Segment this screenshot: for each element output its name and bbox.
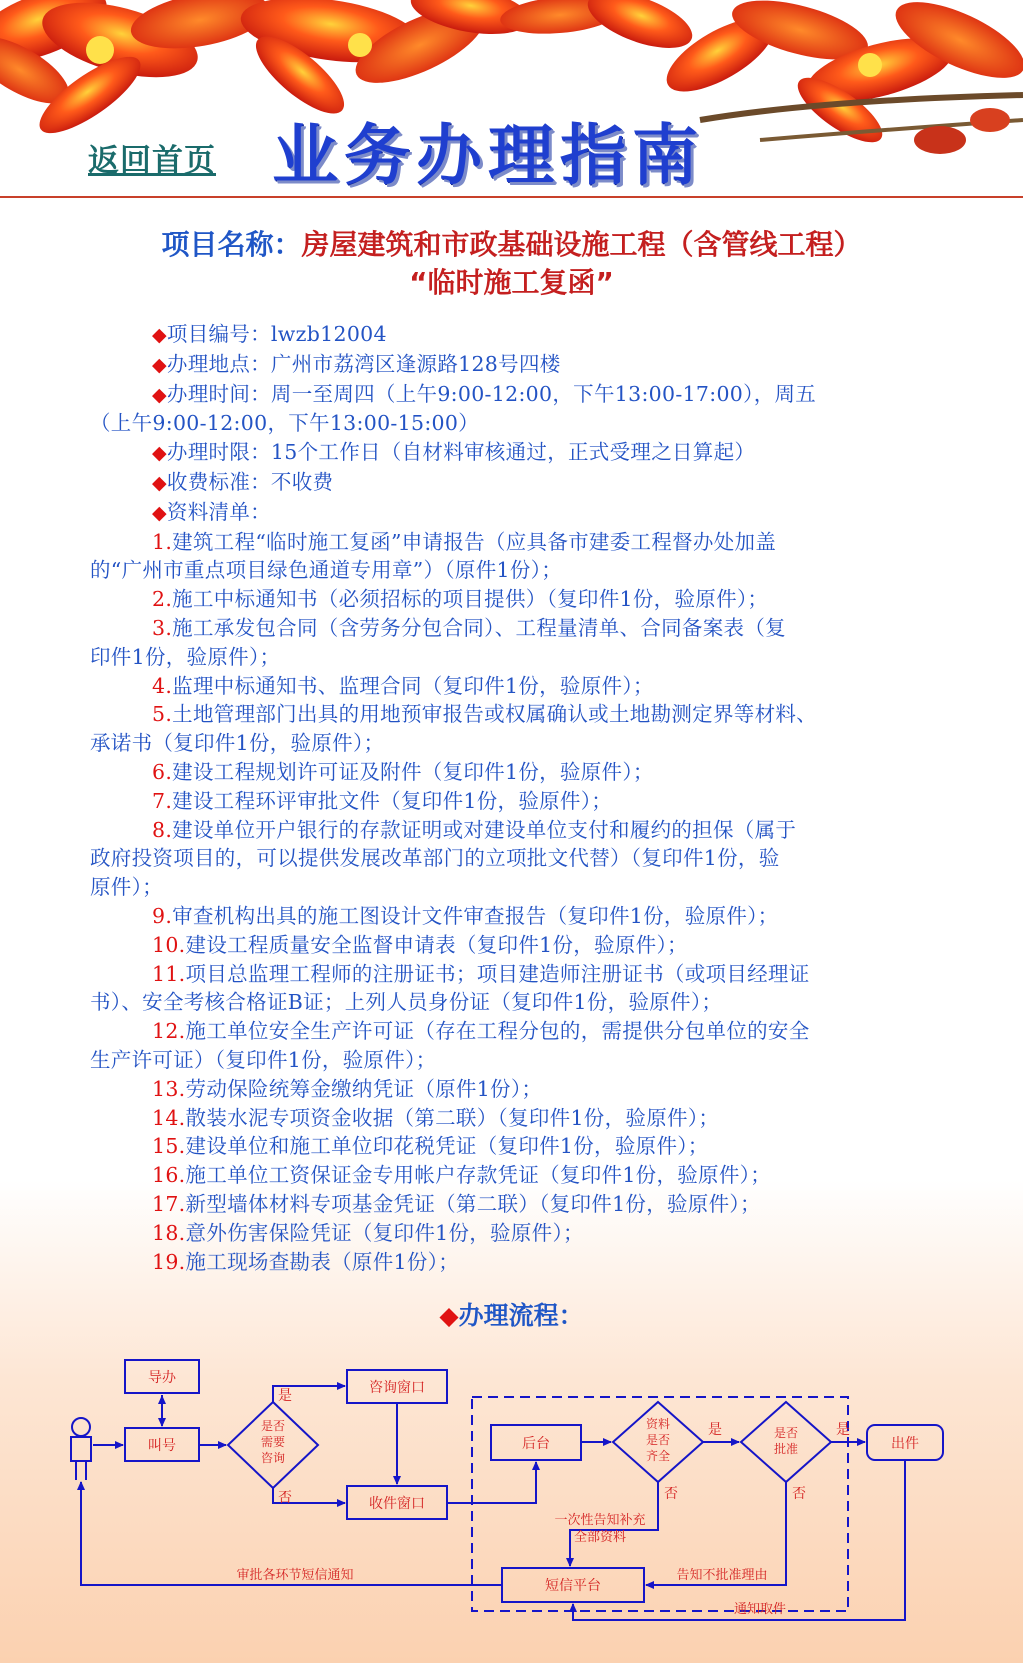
page-title: 业务办理指南	[272, 116, 704, 194]
material-item-text: 施工承发包合同（含劳务分包合同）、工程量清单、合同备案表（复	[172, 615, 786, 640]
material-item-text: 施工中标通知书（必须招标的项目提供）（复印件1份，验原件）；	[172, 587, 769, 612]
material-item-line	[90, 1219, 970, 1248]
notify-pickup-label: 通知取件	[733, 1602, 787, 1617]
info-location: ◆办理地点：广州市荔湾区逢源路128号四楼	[152, 351, 561, 376]
material-item-text: 施工现场查勘表（原件1份）；	[185, 1249, 460, 1274]
material-item-line	[90, 643, 970, 672]
no-label-complete: 否	[664, 1486, 678, 1502]
yes-label-approve: 是	[836, 1422, 850, 1438]
material-item-line	[90, 528, 970, 557]
material-item-number: 14.	[152, 1105, 186, 1130]
bullet-diamond-icon: ◆	[152, 442, 167, 465]
material-item-number: 2.	[152, 587, 173, 612]
notify-supplement-line2: 全部资料	[573, 1530, 627, 1545]
material-item-text: 施工单位工资保证金专用帐户存款凭证（复印件1份，验原件）；	[185, 1163, 772, 1188]
process-flowchart	[0, 1330, 1023, 1650]
material-item-line	[90, 729, 970, 758]
no-label-approve: 否	[792, 1486, 806, 1502]
backend-label: 后台	[522, 1436, 550, 1452]
decision-complete-line1: 资料	[645, 1417, 671, 1431]
material-item-text: 建设工程质量安全监督申请表（复印件1份，验原件）；	[185, 932, 688, 957]
material-item-line	[90, 844, 970, 873]
info-code: ◆项目编号：lwzb12004	[152, 322, 387, 346]
material-item-text: 审查机构出具的施工图设计文件审查报告（复印件1份，验原件）；	[172, 903, 779, 928]
material-item-number: 9.	[152, 903, 173, 928]
material-item-number: 7.	[152, 788, 173, 813]
bullet-diamond-icon: ◆	[152, 353, 167, 376]
bullet-diamond-icon: ◆	[152, 471, 167, 494]
material-item-line	[90, 700, 970, 729]
yes-label-consult: 是	[278, 1388, 292, 1404]
material-item-line	[90, 1075, 970, 1104]
notify-reject-label: 告知不批准理由	[676, 1568, 768, 1583]
decision-approve-line2: 批准	[773, 1442, 799, 1456]
info-fee: ◆收费标准：不收费	[152, 469, 334, 494]
sms-notify-label: 审批各环节短信通知	[236, 1568, 354, 1583]
material-item-number: 16.	[152, 1163, 186, 1188]
guide-label: 导办	[148, 1370, 176, 1386]
notify-supplement-line1: 一次性告知补充	[554, 1513, 646, 1528]
material-item-line	[90, 614, 970, 643]
material-item-line	[90, 787, 970, 816]
guide-info	[90, 320, 970, 1276]
material-item-line	[90, 960, 970, 989]
material-item-number: 10.	[152, 932, 186, 957]
info-hours-cont: （上午9:00-12:00，下午13:00-15:00）	[90, 411, 480, 436]
material-item-text: 散装水泥专项资金收据（第二联）（复印件1份，验原件）；	[185, 1105, 720, 1130]
material-item-text: 承诺书（复印件1份，验原件）；	[90, 731, 385, 756]
decision-complete-line3: 齐全	[645, 1449, 671, 1463]
material-item-line	[90, 1248, 970, 1277]
material-item-text: 建设单位开户银行的存款证明或对建设单位支付和履约的担保（属于	[172, 817, 797, 842]
sms-platform-label: 短信平台	[545, 1578, 601, 1594]
material-item-number: 5.	[152, 702, 173, 727]
applicant-person-icon	[71, 1418, 91, 1480]
material-item-line	[90, 1161, 970, 1190]
material-item-line	[90, 556, 970, 585]
info-materials-label: ◆资料清单：	[152, 499, 271, 524]
materials-list	[90, 528, 970, 1277]
decision-consult-line1: 是否	[260, 1419, 286, 1433]
project-title	[0, 226, 1023, 302]
output-label: 出件	[891, 1436, 919, 1452]
material-item-text: 意外伤害保险凭证（复印件1份，验原件）；	[185, 1220, 584, 1245]
material-item-text: 政府投资项目的，可以提供发展改革部门的立项批文代替）（复印件1份，验	[90, 846, 780, 871]
decision-complete-line2: 是否	[645, 1433, 671, 1447]
material-item-text: 新型墙体材料专项基金凭证（第二联）（复印件1份，验原件）；	[185, 1191, 761, 1216]
material-item-number: 13.	[152, 1076, 186, 1101]
material-item-line	[90, 873, 970, 902]
material-item-number: 19.	[152, 1249, 186, 1274]
material-item-line	[90, 758, 970, 787]
material-item-text: 监理中标通知书、监理合同（复印件1份，验原件）；	[172, 673, 654, 698]
material-item-line	[90, 1190, 970, 1219]
material-item-number: 15.	[152, 1134, 186, 1159]
project-label: 项目名称：	[161, 228, 302, 261]
material-item-line	[90, 672, 970, 701]
home-link[interactable]: 返回首页	[88, 143, 216, 179]
material-item-line	[90, 816, 970, 845]
decision-consult-line2: 需要	[260, 1435, 286, 1449]
material-item-number: 1.	[152, 529, 173, 554]
decision-consult-line3: 咨询	[260, 1451, 286, 1465]
material-item-text: 印件1份，验原件）；	[90, 644, 281, 669]
material-item-line	[90, 988, 970, 1017]
material-item-text: 劳动保险统筹金缴纳凭证（原件1份）；	[185, 1076, 543, 1101]
bullet-diamond-icon: ◆	[152, 383, 167, 406]
material-item-line	[90, 585, 970, 614]
info-time-limit: ◆办理时限：15个工作日（自材料审核通过，正式受理之日算起）	[152, 440, 756, 465]
material-item-text: 建筑工程“临时施工复函”申请报告（应具备市建委工程督办处加盖	[172, 529, 777, 554]
material-item-line	[90, 902, 970, 931]
call-number-label: 叫号	[148, 1438, 176, 1454]
material-item-text: 的“广州市重点项目绿色通道专用章”）（原件1份）；	[90, 558, 563, 583]
material-item-number: 11.	[152, 961, 186, 986]
material-item-line	[90, 1046, 970, 1075]
bullet-diamond-icon: ◆	[152, 501, 167, 524]
header-banner	[0, 0, 1023, 200]
material-item-number: 3.	[152, 615, 173, 640]
material-item-number: 12.	[152, 1019, 186, 1044]
info-hours: ◆办理时间：周一至周四（上午9:00-12:00，下午13:00-17:00），周五	[152, 381, 817, 406]
material-item-number: 4.	[152, 673, 173, 698]
consult-window-label: 咨询窗口	[369, 1380, 425, 1396]
bullet-diamond-icon: ◆	[439, 1301, 459, 1330]
material-item-text: 项目总监理工程师的注册证书；项目建造师注册证书（或项目经理证	[185, 961, 810, 986]
material-item-text: 建设工程环评审批文件（复印件1份，验原件）；	[172, 788, 613, 813]
material-item-text: 建设工程规划许可证及附件（复印件1份，验原件）；	[172, 759, 654, 784]
material-item-line	[90, 931, 970, 960]
yes-label-complete: 是	[708, 1422, 722, 1438]
material-item-text: 建设单位和施工单位印花税凭证（复印件1份，验原件）；	[185, 1134, 709, 1159]
material-item-line	[90, 1017, 970, 1046]
header-divider	[0, 196, 1023, 198]
material-item-number: 17.	[152, 1191, 186, 1216]
material-item-text: 原件）；	[90, 875, 163, 900]
decision-approve-line1: 是否	[773, 1426, 799, 1440]
project-name: 房屋建筑和市政基础设施工程（含管线工程）	[301, 228, 862, 261]
material-item-text: 施工单位安全生产许可证（存在工程分包的，需提供分包单位的安全	[185, 1019, 810, 1044]
material-item-text: 生产许可证）（复印件1份，验原件）；	[90, 1047, 437, 1072]
material-item-number: 18.	[152, 1220, 186, 1245]
no-label-consult: 否	[278, 1490, 292, 1506]
material-item-text: 书）、安全考核合格证B证；上列人员身份证（复印件1份，验原件）；	[90, 990, 723, 1015]
bullet-diamond-icon: ◆	[152, 324, 167, 346]
material-item-line	[90, 1132, 970, 1161]
receive-window-label: 收件窗口	[369, 1496, 425, 1512]
project-name-subtitle: “临时施工复函”	[409, 266, 614, 299]
material-item-text: 土地管理部门出具的用地预审报告或权属确认或土地勘测定界等材料、	[172, 702, 817, 727]
material-item-line	[90, 1104, 970, 1133]
flow-heading: ◆办理流程：	[439, 1301, 584, 1330]
material-item-number: 6.	[152, 759, 173, 784]
material-item-number: 8.	[152, 817, 173, 842]
